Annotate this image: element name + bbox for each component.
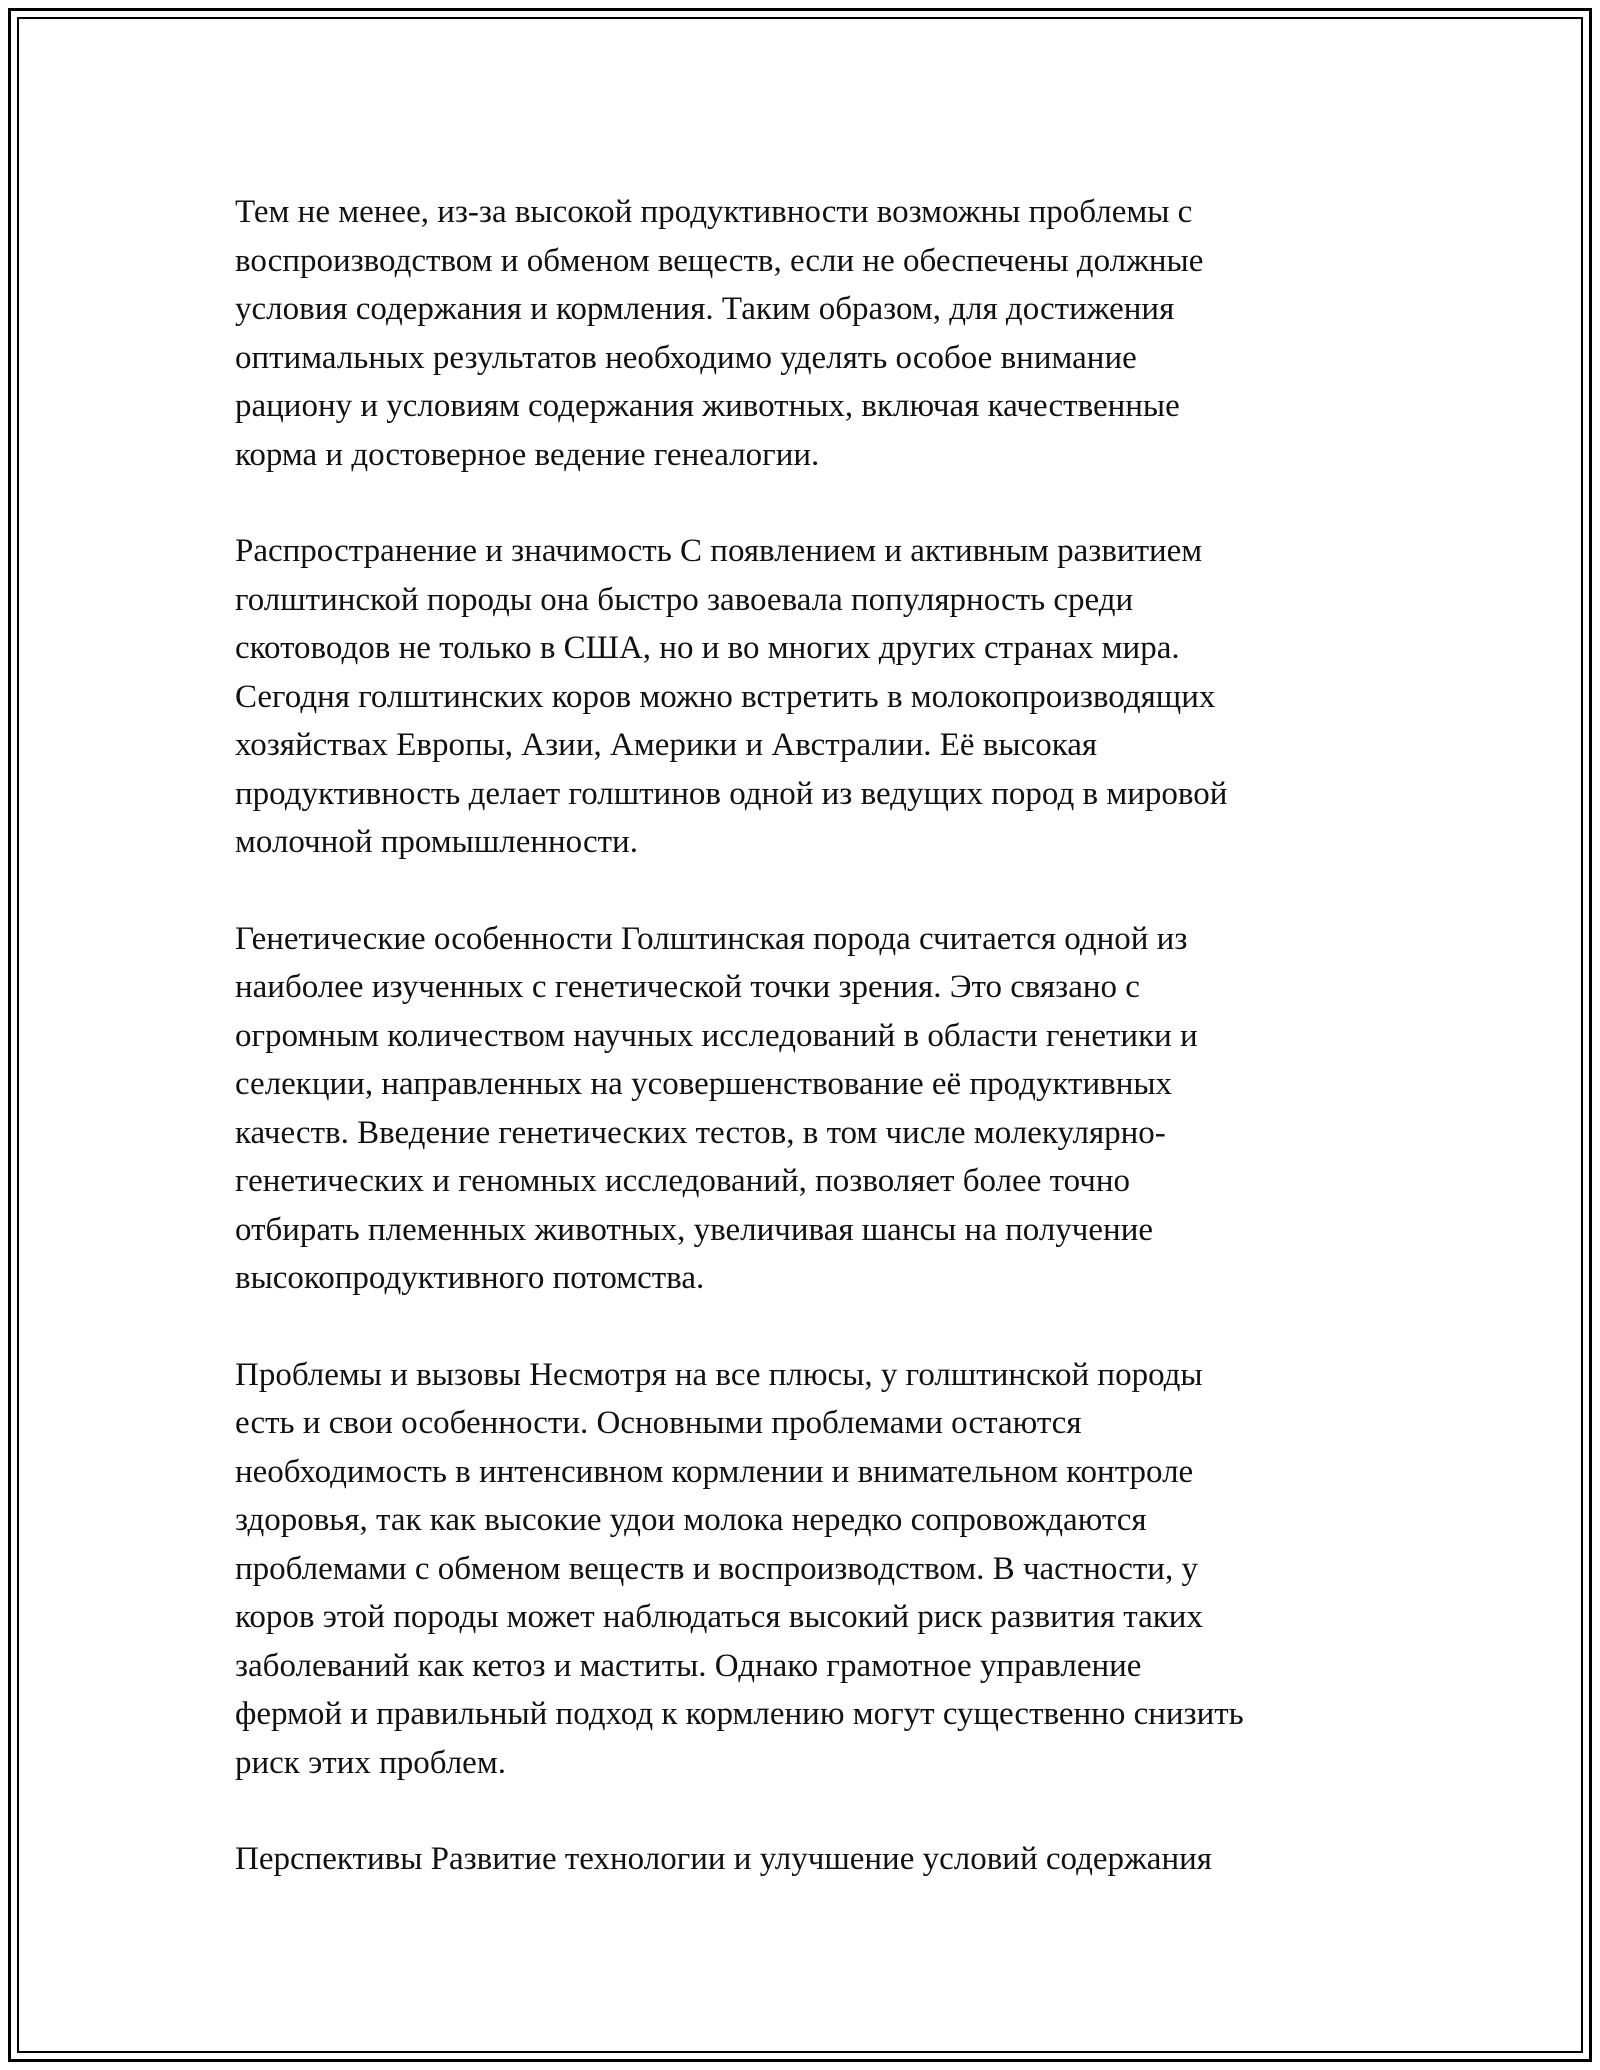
paragraph-perspectives: Перспективы Развитие технологии и улучшение условий содержания	[235, 1841, 1212, 1877]
paragraph-problems-challenges: Проблемы и вызовы Несмотря на все плюсы, у голштинской породы есть и свои особенности. Основными проблемами остаются необходимость в интенсивном кормлении и внимательном контроле здоровья, так как высокие удои молока нередко сопровождаются проблемами с обменом веществ и воспроизводством. В частности, у коров этой породы может наблюдаться высокий риск развития таких заболеваний как кетоз и маститы. Однако грамотное управление фермой и правильный подход к кормлению могут существенно снизить риск этих проблем.	[235, 1356, 1244, 1781]
paragraph-feeding-conditions: Тем не менее, из-за высокой продуктивности возможны проблемы с воспроизводством и обменом веществ, если не обеспечены должные условия содержания и кормления. Таким образом, для достижения оптимальных результатов необходимо уделять особое внимание рациону и условиям содержания животных, включая качественные корма и достоверное ведение генеалогии.	[235, 194, 1204, 473]
paragraph-distribution-significance: Распространение и значимость С появлением и активным развитием голштинской породы она быстро завоевала популярность среди скотоводов не только в США, но и во многих других странах мира. Сегодня голштинских коров можно встретить в молокопроизводящих хозяйствах Европы, Азии, Америки и Австралии. Её высокая продуктивность делает голштинов одной из ведущих пород в мировой молочной промышленности.	[235, 533, 1228, 860]
paragraph-genetic-features: Генетические особенности Голштинская порода считается одной из наиболее изученных с генетической точки зрения. Это связано с огромным количеством научных исследований в области генетики и селекции, направленных на усовершенствование её продуктивных качеств. Введение генетических тестов, в том числе молекулярно- генетических и геномных исследований, позволяет более точно отбирать племенных животных, увеличивая шансы на получение высокопродуктивного потомства.	[235, 920, 1198, 1296]
document-body	[235, 188, 1365, 1884]
